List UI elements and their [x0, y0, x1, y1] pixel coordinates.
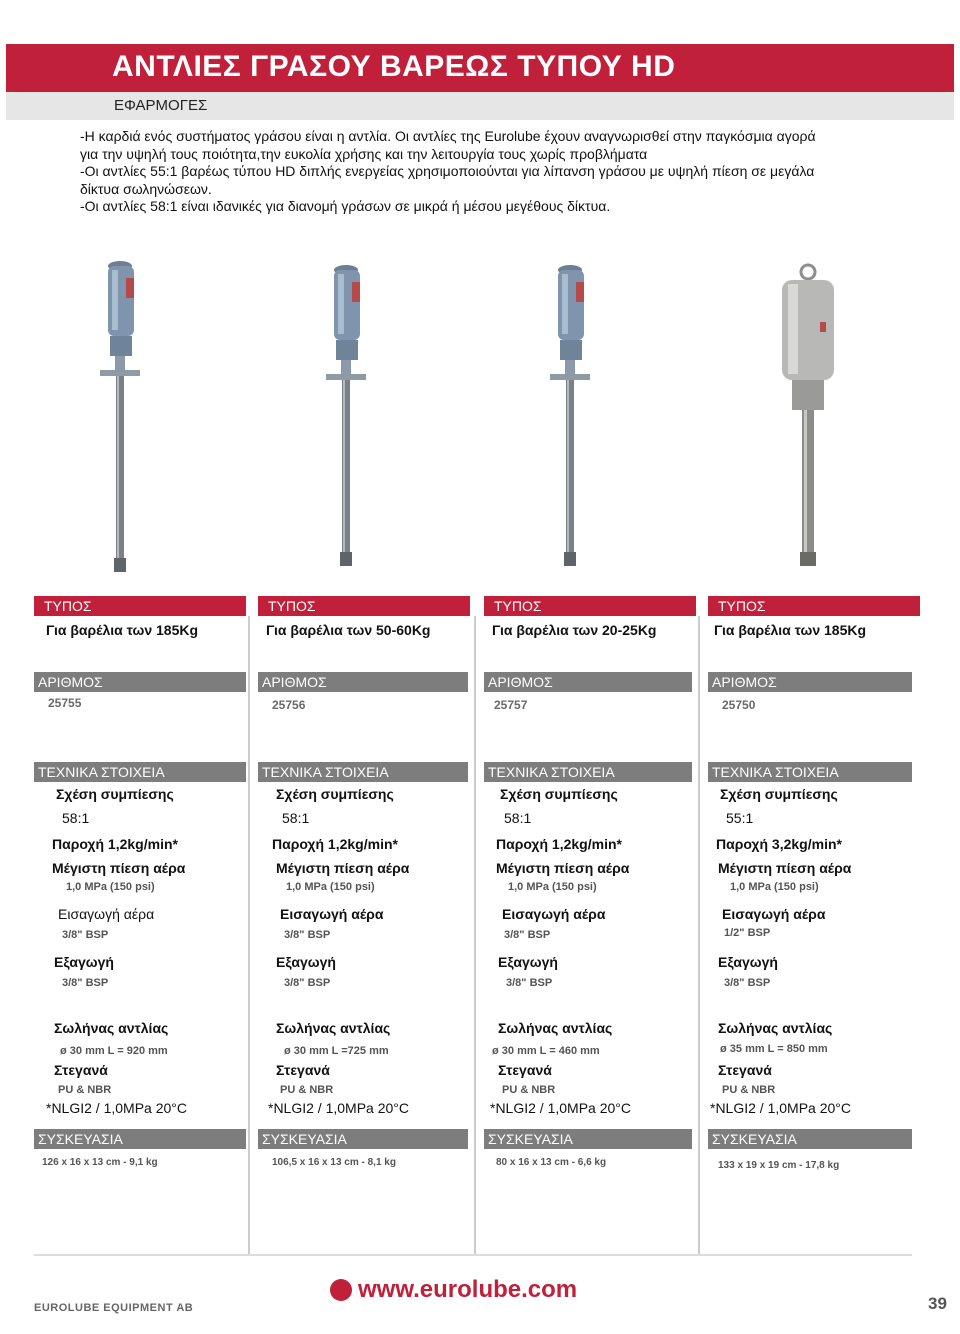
packaging-header: ΣΥΣΚΕΥΑΣΙΑ — [484, 1129, 692, 1149]
flow-value: Παροχή 1,2kg/min* — [52, 836, 178, 852]
seals-label: Στεγανά — [54, 1062, 108, 1078]
ratio-label: Σχέση συμπίεσης — [56, 786, 174, 802]
test-note: *NLGI2 / 1,0MPa 20°C — [268, 1100, 409, 1116]
air-inlet-value: 3/8" BSP — [62, 929, 109, 941]
air-inlet-label: Εισαγωγή αέρα — [58, 906, 155, 922]
ratio-value: 58:1 — [62, 810, 90, 826]
flow-value: Παροχή 1,2kg/min* — [272, 836, 398, 852]
column-divider — [474, 616, 476, 1256]
ratio-label: Σχέση συμπίεσης — [276, 786, 394, 802]
air-inlet-label: Εισαγωγή αέρα — [502, 906, 606, 922]
product-column-4 — [708, 596, 920, 1256]
ratio-value: 58:1 — [282, 810, 310, 826]
outlet-label: Εξαγωγή — [276, 954, 336, 970]
outlet-label: Εξαγωγή — [498, 954, 558, 970]
number-header: ΑΡΙΘΜΟΣ — [258, 672, 468, 692]
packaging-value: 80 x 16 x 13 cm - 6,6 kg — [496, 1157, 607, 1168]
product-column-1 — [34, 596, 246, 1256]
seals-value: PU & NBR — [58, 1084, 112, 1096]
type-header: ΤΥΠΟΣ — [258, 596, 470, 616]
page-title: ΑΝΤΛΙΕΣ ΓΡΑΣΟΥ ΒΑΡΕΩΣ ΤΥΠΟΥ HD — [112, 50, 676, 83]
pump-image-1 — [90, 258, 150, 578]
test-note: *NLGI2 / 1,0MPa 20°C — [46, 1100, 187, 1116]
intro-line: -Οι αντλίες 55:1 βαρέως τύπου HD διπλής ενεργείας χρησιμοποιούνται για λίπανση γράσου με υψηλή πίεση σε μεγάλα — [80, 163, 815, 179]
tube-value: ø 30 mm L = 920 mm — [60, 1045, 168, 1057]
packaging-value: 126 x 16 x 13 cm - 9,1 kg — [42, 1157, 158, 1168]
seals-value: PU & NBR — [722, 1084, 776, 1096]
tech-header: ΤΕΧΝΙΚΑ ΣΤΟΙΧΕΙΑ — [708, 762, 912, 782]
outlet-value: 3/8" BSP — [62, 977, 109, 989]
seals-value: PU & NBR — [280, 1084, 334, 1096]
air-inlet-value: 1/2" BSP — [724, 927, 771, 939]
number-value: 25757 — [494, 698, 528, 712]
page-subtitle: ΕΦΑΡΜΟΓΕΣ — [114, 97, 208, 114]
tube-label: Σωλήνας αντλίας — [498, 1020, 613, 1036]
column-divider — [698, 616, 700, 1256]
ratio-value: 58:1 — [504, 810, 532, 826]
flow-value: Παροχή 1,2kg/min* — [496, 836, 622, 852]
ratio-value: 55:1 — [726, 810, 754, 826]
column-divider — [248, 616, 250, 1256]
outlet-value: 3/8" BSP — [506, 977, 553, 989]
air-inlet-value: 3/8" BSP — [284, 929, 331, 941]
seals-label: Στεγανά — [498, 1062, 552, 1078]
ratio-label: Σχέση συμπίεσης — [720, 786, 838, 802]
intro-line: για την υψηλή τους ποιότητα,την ευκολία χρήσης και την λειτουργία τους χωρίς προβλήματα — [80, 145, 648, 162]
tech-header: ΤΕΧΝΙΚΑ ΣΤΟΙΧΕΙΑ — [258, 762, 468, 782]
pump-image-4 — [768, 262, 848, 572]
type-header: ΤΥΠΟΣ — [708, 596, 920, 616]
product-column-3 — [484, 596, 696, 1256]
pump-image-3 — [540, 262, 600, 572]
number-value: 25750 — [722, 698, 756, 712]
test-note: *NLGI2 / 1,0MPa 20°C — [490, 1100, 631, 1116]
ratio-label: Σχέση συμπίεσης — [500, 786, 618, 802]
number-header: ΑΡΙΘΜΟΣ — [484, 672, 692, 692]
type-value: Για βαρέλια των 20-25Kg — [492, 622, 657, 638]
outlet-label: Εξαγωγή — [54, 954, 114, 970]
tech-header: ΤΕΧΝΙΚΑ ΣΤΟΙΧΕΙΑ — [34, 762, 246, 782]
tube-value: ø 30 mm L = 460 mm — [492, 1045, 600, 1057]
type-value: Για βαρέλια των 185Kg — [46, 622, 199, 638]
seals-label: Στεγανά — [718, 1062, 772, 1078]
air-inlet-label: Εισαγωγή αέρα — [280, 906, 384, 922]
footer-rule — [34, 1254, 912, 1256]
pump-image-2 — [316, 262, 376, 572]
max-air-label: Μέγιστη πίεση αέρα — [52, 860, 186, 876]
product-column-2 — [258, 596, 470, 1256]
tube-label: Σωλήνας αντλίας — [276, 1020, 391, 1036]
test-note: *NLGI2 / 1,0MPa 20°C — [710, 1100, 851, 1116]
packaging-value: 133 x 19 x 19 cm - 17,8 kg — [718, 1160, 840, 1171]
packaging-header: ΣΥΣΚΕΥΑΣΙΑ — [708, 1129, 912, 1149]
max-air-value: 1,0 MPa (150 psi) — [286, 881, 375, 893]
seals-value: PU & NBR — [502, 1084, 556, 1096]
intro-line: -Η καρδιά ενός συστήματος γράσου είναι η αντλία. Οι αντλίες της Eurolube έχουν αναγνωρισθεί στην παγκόσμια αγορά — [80, 128, 816, 144]
page-number: 39 — [928, 1294, 947, 1313]
footer-company: EUROLUBE EQUIPMENT AB — [34, 1302, 194, 1314]
packaging-header: ΣΥΣΚΕΥΑΣΙΑ — [34, 1129, 246, 1149]
type-header: ΤΥΠΟΣ — [484, 596, 696, 616]
type-value: Για βαρέλια των 50-60Kg — [266, 622, 431, 638]
number-header: ΑΡΙΘΜΟΣ — [34, 672, 246, 692]
eurolube-logo-icon — [330, 1279, 352, 1301]
number-header: ΑΡΙΘΜΟΣ — [708, 672, 912, 692]
max-air-label: Μέγιστη πίεση αέρα — [276, 860, 410, 876]
seals-label: Στεγανά — [276, 1062, 330, 1078]
air-inlet-label: Εισαγωγή αέρα — [722, 906, 826, 922]
number-value: 25755 — [48, 696, 82, 710]
tube-value: ø 35 mm L = 850 mm — [720, 1043, 828, 1055]
max-air-value: 1,0 MPa (150 psi) — [508, 881, 597, 893]
packaging-value: 106,5 x 16 x 13 cm - 8,1 kg — [272, 1157, 396, 1168]
flow-value: Παροχή 3,2kg/min* — [716, 836, 842, 852]
max-air-label: Μέγιστη πίεση αέρα — [496, 860, 630, 876]
intro-line: δίκτυα σωληνώσεων. — [80, 180, 212, 197]
intro-line: -Οι αντλίες 58:1 είναι ιδανικές για διανομή γράσων σε μικρά ή μέσου μεγέθους δίκτυα. — [80, 198, 611, 214]
tube-label: Σωλήνας αντλίας — [718, 1020, 833, 1036]
max-air-label: Μέγιστη πίεση αέρα — [718, 860, 852, 876]
air-inlet-value: 3/8" BSP — [504, 929, 551, 941]
footer-website[interactable]: www.eurolube.com — [358, 1276, 578, 1303]
type-header: ΤΥΠΟΣ — [34, 596, 246, 616]
tube-label: Σωλήνας αντλίας — [54, 1020, 169, 1036]
outlet-label: Εξαγωγή — [718, 954, 778, 970]
number-value: 25756 — [272, 698, 306, 712]
max-air-value: 1,0 MPa (150 psi) — [66, 881, 155, 893]
type-value: Για βαρέλια των 185Kg — [714, 622, 867, 638]
packaging-header: ΣΥΣΚΕΥΑΣΙΑ — [258, 1129, 468, 1149]
outlet-value: 3/8" BSP — [724, 977, 771, 989]
intro-text — [80, 128, 940, 216]
max-air-value: 1,0 MPa (150 psi) — [730, 881, 819, 893]
tech-header: ΤΕΧΝΙΚΑ ΣΤΟΙΧΕΙΑ — [484, 762, 692, 782]
outlet-value: 3/8" BSP — [284, 977, 331, 989]
tube-value: ø 30 mm L =725 mm — [284, 1045, 389, 1057]
